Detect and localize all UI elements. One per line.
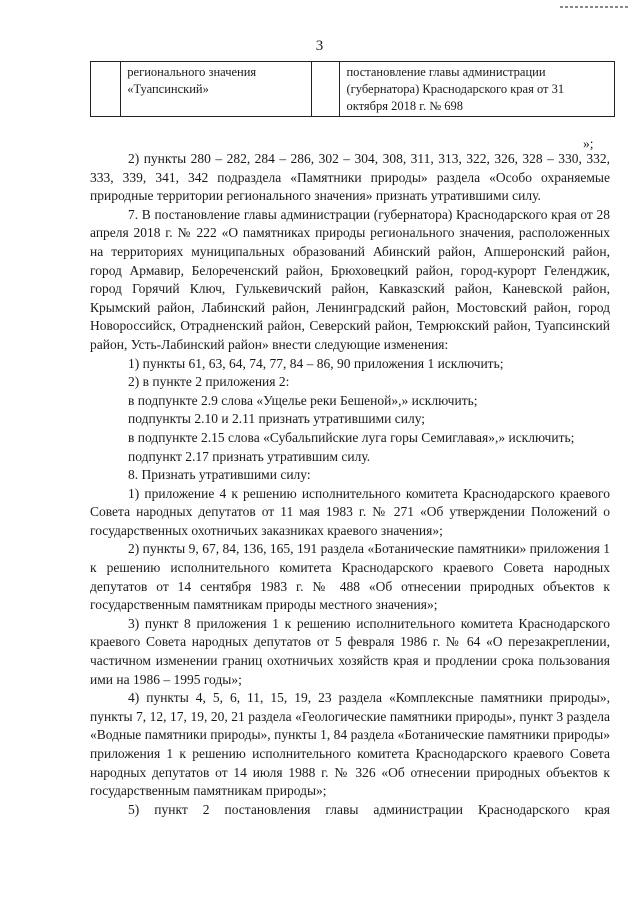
paragraph: подпункт 2.17 признать утратившим силу. <box>128 448 371 464</box>
paragraph: 5) пункт 2 постановления главы администрации Краснодарского края <box>128 801 610 817</box>
paragraph: подпункты 2.10 и 2.11 признать утратившими силу; <box>128 411 426 427</box>
paragraph: 7. В постановление главы администрации (губернатора) Краснодарского края от 28 апреля 2018 г. № 222 «О памятниках природы регионального значения, расположенных на территориях муниципальных образований Абинский район, Апшеронский район, город Армавир, Белореченский район, Брюховецкий район, город-курорт Геленджик, город Горячий Ключ, Гулькевичский район, Кавказский район, Каневской район, Крымский район, Лабинский район, Ленинградский район, Мостовский район, город Новороссийск, Отрадненский район, Северский район, Темрюкский район, Туапсинский район, Усть-Лабинский район» внести следующие изменения: <box>90 206 610 352</box>
paragraph: в подпункте 2.15 слова «Субальпийские луга горы Семиглавая»,» исключить; <box>128 429 575 445</box>
paragraph: 1) пункты 61, 63, 64, 74, 77, 84 – 86, 90 приложения 1 исключить; <box>128 355 504 371</box>
paragraph: в подпункте 2.9 слова «Ущелье реки Бешеной»,» исключить; <box>128 392 478 408</box>
scan-corner-mark <box>560 6 630 8</box>
paragraph: 2) пункты 9, 67, 84, 136, 165, 191 раздела «Ботанические памятники» приложения 1 к решению исполнительного комитета Краснодарского краевого Совета народных депутатов от 14 сентября 1983 г. № 488 «Об отнесении природных объектов к государственным памятникам природы местного значения»; <box>90 541 610 613</box>
continued-table <box>90 61 615 117</box>
table-cell-object-name: регионального значения «Туапсинский» <box>121 62 312 117</box>
table-row <box>91 62 615 117</box>
paragraph: 8. Признать утратившими силу: <box>128 467 311 483</box>
table-cell-empty <box>91 62 121 117</box>
document-body <box>90 150 610 819</box>
paragraph: 3) пункт 8 приложения 1 к решению исполнительного комитета Краснодарского краевого Совета народных депутатов от 5 февраля 1986 г. № 64 «О перезакреплении, частичном изменении границ охотничьих хозяйств края и продлении срока пользования ими на 1986 – 1995 годы»; <box>90 615 610 687</box>
table-closing-quote: »; <box>583 136 594 151</box>
table-cell-legal-act: постановление главы администрации (губернатора) Краснодарского края от 31 октября 2018 г. № 698 <box>340 62 615 117</box>
paragraph: 2) в пункте 2 приложения 2: <box>128 374 290 390</box>
paragraph: 1) приложение 4 к решению исполнительного комитета Краснодарского краевого Совета народных депутатов от 11 мая 1983 г. № 271 «Об утверждении Положений о государственных охотничьих заказниках краевого значения»; <box>90 485 610 538</box>
paragraph: 4) пункты 4, 5, 6, 11, 15, 19, 23 раздела «Комплексные памятники природы», пункты 7, 12, 17, 19, 20, 21 раздела «Геологические памятники природы», пункт 3 раздела «Водные памятники природы», пункты 1, 84 раздела «Ботанические памятники природы» приложения 1 к решению исполнительного комитета Краснодарского краевого Совета народных депутатов от 14 июля 1988 г. № 326 «Об отнесении природных объектов к государственным памятникам природы»; <box>90 690 610 799</box>
page-number: 3 <box>315 38 324 54</box>
paragraph: 2) пункты 280 – 282, 284 – 286, 302 – 304, 308, 311, 313, 322, 326, 328 – 330, 332, 333, 339, 341, 342 подраздела «Памятники природы» раздела «Особо охраняемые природные территории регионального значения» признать утратившими силу. <box>90 151 610 204</box>
table-cell-empty <box>312 62 340 117</box>
